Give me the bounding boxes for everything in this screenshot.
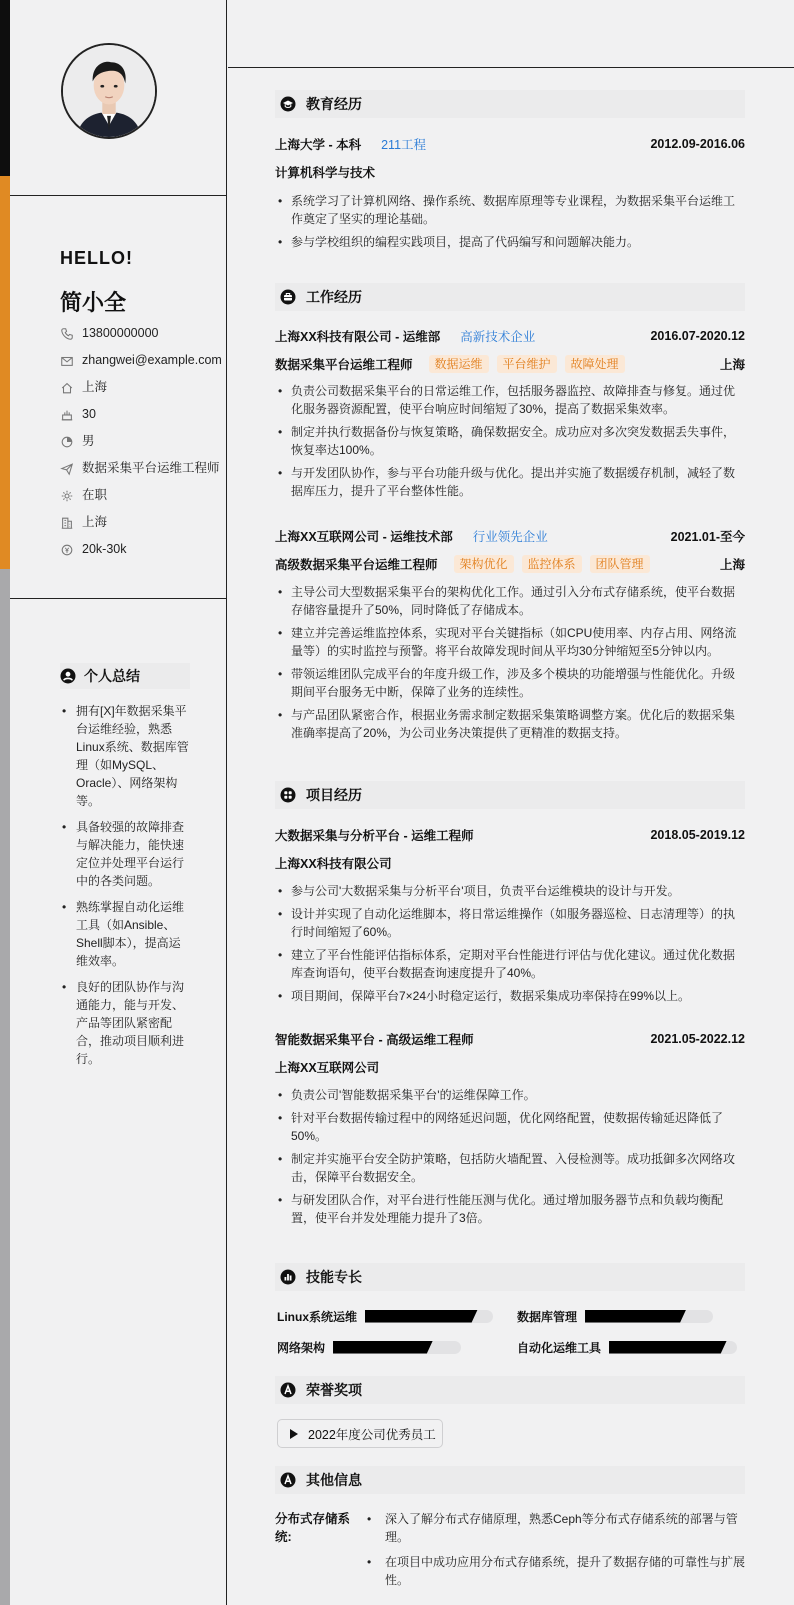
other-title: 其他信息	[306, 1472, 362, 1488]
contact-info-list	[60, 325, 230, 568]
project-company: 上海XX互联网公司	[275, 1061, 380, 1075]
project-item: • 制定并实施平台安全防护策略，包括防火墙配置、入侵检测等。成功抵御多次网络攻击，保障平台数据安全。	[275, 1150, 745, 1186]
company-tag: 行业领先企业	[472, 530, 548, 544]
info-age	[60, 406, 230, 423]
info-city	[60, 379, 230, 396]
info-text: 13800000000	[82, 326, 159, 340]
company-name: 上海XX互联网公司 - 运维技术部	[275, 530, 453, 544]
work-section-header	[275, 283, 745, 311]
send-icon	[60, 462, 74, 476]
job-row	[275, 527, 745, 545]
grid-icon	[280, 787, 296, 803]
education-item: • 参与学校组织的编程实践项目，提高了代码编写和问题解决能力。	[275, 233, 745, 251]
education-section-header	[275, 90, 745, 118]
skill-tag: 故障处理	[565, 355, 625, 373]
briefcase-icon	[280, 289, 296, 305]
avatar	[61, 43, 157, 139]
project-item: • 针对平台数据传输过程中的网络延迟问题，优化网络配置，使数据传输延迟降低了50%。	[275, 1109, 745, 1145]
other-label: 分布式存储系统:	[275, 1512, 351, 1544]
project-item: • 建立了平台性能评估指标体系，定期对平台性能进行评估与优化建议。通过优化数据库查询语句，使平台数据查询速度提升了40%。	[275, 946, 745, 982]
summary-list	[60, 702, 190, 1076]
awards-section-header	[275, 1376, 745, 1404]
phone-icon	[60, 327, 74, 341]
project-date: 2021.05-2022.12	[650, 1032, 745, 1046]
info-position	[60, 460, 230, 477]
skill-item	[517, 1308, 713, 1324]
other-item: • 在项目中成功应用分布式存储系统，提升了数据存储的可靠性与扩展性。	[365, 1553, 745, 1589]
sidebar-stripe-gray	[0, 569, 10, 1605]
building-icon	[60, 516, 74, 530]
project-company: 上海XX科技有限公司	[275, 857, 392, 871]
info-email	[60, 352, 230, 369]
other-section-header	[275, 1466, 745, 1494]
work-title: 工作经历	[306, 289, 362, 305]
projects-section-header	[275, 781, 745, 809]
info-work-city	[60, 514, 230, 531]
skill-tag: 平台维护	[497, 355, 557, 373]
summary-item: • 具备较强的故障排查与解决能力，能快速定位并处理平台运行中的各类问题。	[60, 818, 190, 890]
sidebar-stripe-orange	[0, 176, 10, 569]
skill-bar	[585, 1310, 713, 1323]
skill-name: 网络架构	[277, 1340, 326, 1355]
project-name: 智能数据采集平台 - 高级运维工程师	[275, 1033, 474, 1047]
job-item: • 与开发团队协作，参与平台功能升级与优化。提出并实施了数据缓存机制，减轻了数据库压力，提升了平台整体性能。	[275, 464, 745, 500]
project-date: 2018.05-2019.12	[650, 828, 745, 842]
info-phone	[60, 325, 230, 342]
award-text: 2022年度公司优秀员工	[308, 1427, 436, 1442]
skill-bar	[609, 1341, 737, 1354]
skill-bar	[365, 1310, 493, 1323]
sidebar-divider	[10, 195, 227, 196]
summary-title	[60, 663, 190, 689]
graduation-cap-icon	[280, 96, 296, 112]
play-icon	[290, 1429, 298, 1439]
project-item: • 与研发团队合作，对平台进行性能压测与优化。通过增加服务器节点和负载均衡配置，使平台并发处理能力提升了3倍。	[275, 1191, 745, 1227]
info-text: 在职	[82, 488, 108, 502]
job-city: 上海	[719, 358, 745, 372]
education-row	[275, 135, 745, 153]
major-row	[275, 163, 745, 181]
skill-name: Linux系统运维	[277, 1309, 357, 1324]
position-name: 数据采集平台运维工程师	[275, 358, 413, 372]
age-icon	[60, 408, 74, 422]
job-city: 上海	[719, 558, 745, 572]
project-company-row	[275, 1058, 745, 1076]
main-top-divider	[228, 67, 794, 68]
skill-bar	[333, 1341, 461, 1354]
skill-bar-fill	[365, 1310, 478, 1323]
sidebar-divider	[10, 598, 227, 599]
gender-icon	[60, 435, 74, 449]
salary-icon	[60, 543, 74, 557]
project-item: • 设计并实现了自动化运维脚本，将日常运维操作（如服务器巡检、日志清理等）的执行时间缩短了60%。	[275, 905, 745, 941]
skill-item	[277, 1339, 461, 1355]
summary-item: • 熟练掌握自动化运维工具（如Ansible、Shell脚本），提高运维效率。	[60, 898, 190, 970]
job-item: • 带领运维团队完成平台的年度升级工作，涉及多个模块的功能增强与性能优化。升级期间平台服务无中断，保障了业务的连续性。	[275, 665, 745, 701]
email-icon	[60, 354, 74, 368]
skill-tag: 数据运维	[429, 355, 489, 373]
bar-chart-icon	[280, 1269, 296, 1285]
school-tag: 211工程	[381, 138, 427, 152]
user-circle-icon	[60, 668, 76, 684]
project-row	[275, 826, 745, 844]
award-item	[277, 1419, 443, 1448]
job-details	[275, 382, 745, 505]
skill-item	[277, 1308, 493, 1324]
project-item: • 负责公司'智能数据采集平台'的运维保障工作。	[275, 1086, 745, 1104]
major-name: 计算机科学与技术	[275, 166, 376, 180]
info-text: 上海	[82, 515, 108, 529]
info-icon	[280, 1472, 296, 1488]
skills-title: 技能专长	[306, 1269, 362, 1285]
job-item: • 主导公司大型数据采集平台的架构优化工作。通过引入分布式存储系统，使平台数据存储容量提升了50%，同时降低了存储成本。	[275, 583, 745, 619]
info-text: 男	[82, 434, 95, 448]
sidebar	[10, 0, 227, 1605]
position-name: 高级数据采集平台运维工程师	[275, 558, 438, 572]
skill-item	[517, 1339, 737, 1355]
position-row	[275, 555, 745, 573]
education-title: 教育经历	[306, 96, 362, 112]
job-item: • 建立并完善运维监控体系，实现对平台关键指标（如CPU使用率、内存占用、网络流量等）的实时监控与预警。将平台故障发现时间从平均30分钟缩短至5分钟以内。	[275, 624, 745, 660]
education-details	[275, 192, 745, 256]
summary-item: • 拥有[X]年数据采集平台运维经验，熟悉Linux系统、数据库管理（如MySQL、Oracle）、网络架构等。	[60, 702, 190, 810]
job-item: • 与产品团队紧密合作，根据业务需求制定数据采集策略调整方案。优化后的数据采集准确率提高了20%，为公司业务决策提供了更精准的数据支持。	[275, 706, 745, 742]
summary-item: • 良好的团队协作与沟通能力，能与开发、产品等团队紧密配合，推动项目顺利进行。	[60, 978, 190, 1068]
other-list	[365, 1510, 745, 1596]
skill-tag: 架构优化	[454, 555, 514, 573]
project-item: • 项目期间，保障平台7×24小时稳定运行，数据采集成功率保持在99%以上。	[275, 987, 745, 1005]
position-row	[275, 355, 745, 373]
info-text: 20k-30k	[82, 542, 127, 556]
job-date: 2021.01-至今	[670, 530, 745, 544]
candidate-name: 简小全	[60, 290, 127, 315]
project-details	[275, 882, 745, 1010]
company-tag: 高新技术企业	[460, 330, 536, 344]
education-date: 2012.09-2016.06	[650, 137, 745, 151]
info-text: 30	[82, 407, 96, 421]
info-text: 上海	[82, 380, 108, 394]
skill-tag: 监控体系	[522, 555, 582, 573]
info-text: zhangwei@example.com	[82, 353, 222, 367]
info-salary	[60, 541, 230, 558]
skill-bar-fill	[333, 1341, 433, 1354]
other-item: • 深入了解分布式存储原理，熟悉Ceph等分布式存储系统的部署与管理。	[365, 1510, 745, 1546]
job-item: • 负责公司数据采集平台的日常运维工作，包括服务器监控、故障排查与修复。通过优化服务器资源配置，使平台响应时间缩短了30%，提高了数据采集效率。	[275, 382, 745, 418]
sidebar-stripe-black	[0, 0, 10, 176]
info-gender	[60, 433, 230, 450]
summary-title-text: 个人总结	[84, 668, 140, 684]
settings-icon	[60, 489, 74, 503]
project-name: 大数据采集与分析平台 - 运维工程师	[275, 829, 474, 843]
project-company-row	[275, 854, 745, 872]
project-row	[275, 1030, 745, 1048]
award-icon	[280, 1382, 296, 1398]
skill-bar-fill	[609, 1341, 727, 1354]
avatar-portrait-icon	[63, 45, 155, 137]
hello-heading: HELLO!	[60, 248, 133, 268]
skill-tag: 团队管理	[590, 555, 650, 573]
project-details	[275, 1086, 745, 1232]
skills-section-header	[275, 1263, 745, 1291]
project-item: • 参与公司'大数据采集与分析平台'项目，负责平台运维模块的设计与开发。	[275, 882, 745, 900]
skill-bar-fill	[585, 1310, 686, 1323]
awards-title: 荣誉奖项	[306, 1382, 362, 1398]
info-status	[60, 487, 230, 504]
education-item: • 系统学习了计算机网络、操作系统、数据库原理等专业课程，为数据采集平台运维工作奠定了坚实的理论基础。	[275, 192, 745, 228]
projects-title: 项目经历	[306, 787, 362, 803]
job-row	[275, 327, 745, 345]
job-details	[275, 583, 745, 747]
job-item: • 制定并执行数据备份与恢复策略，确保数据安全。成功应对多次突发数据丢失事件，恢复率达100%。	[275, 423, 745, 459]
school-name: 上海大学 - 本科	[275, 138, 362, 152]
company-name: 上海XX科技有限公司 - 运维部	[275, 330, 441, 344]
skill-name: 自动化运维工具	[517, 1340, 602, 1355]
other-info	[275, 1510, 745, 1596]
job-date: 2016.07-2020.12	[650, 329, 745, 343]
home-icon	[60, 381, 74, 395]
info-text: 数据采集平台运维工程师	[82, 461, 220, 475]
skill-name: 数据库管理	[517, 1309, 578, 1324]
